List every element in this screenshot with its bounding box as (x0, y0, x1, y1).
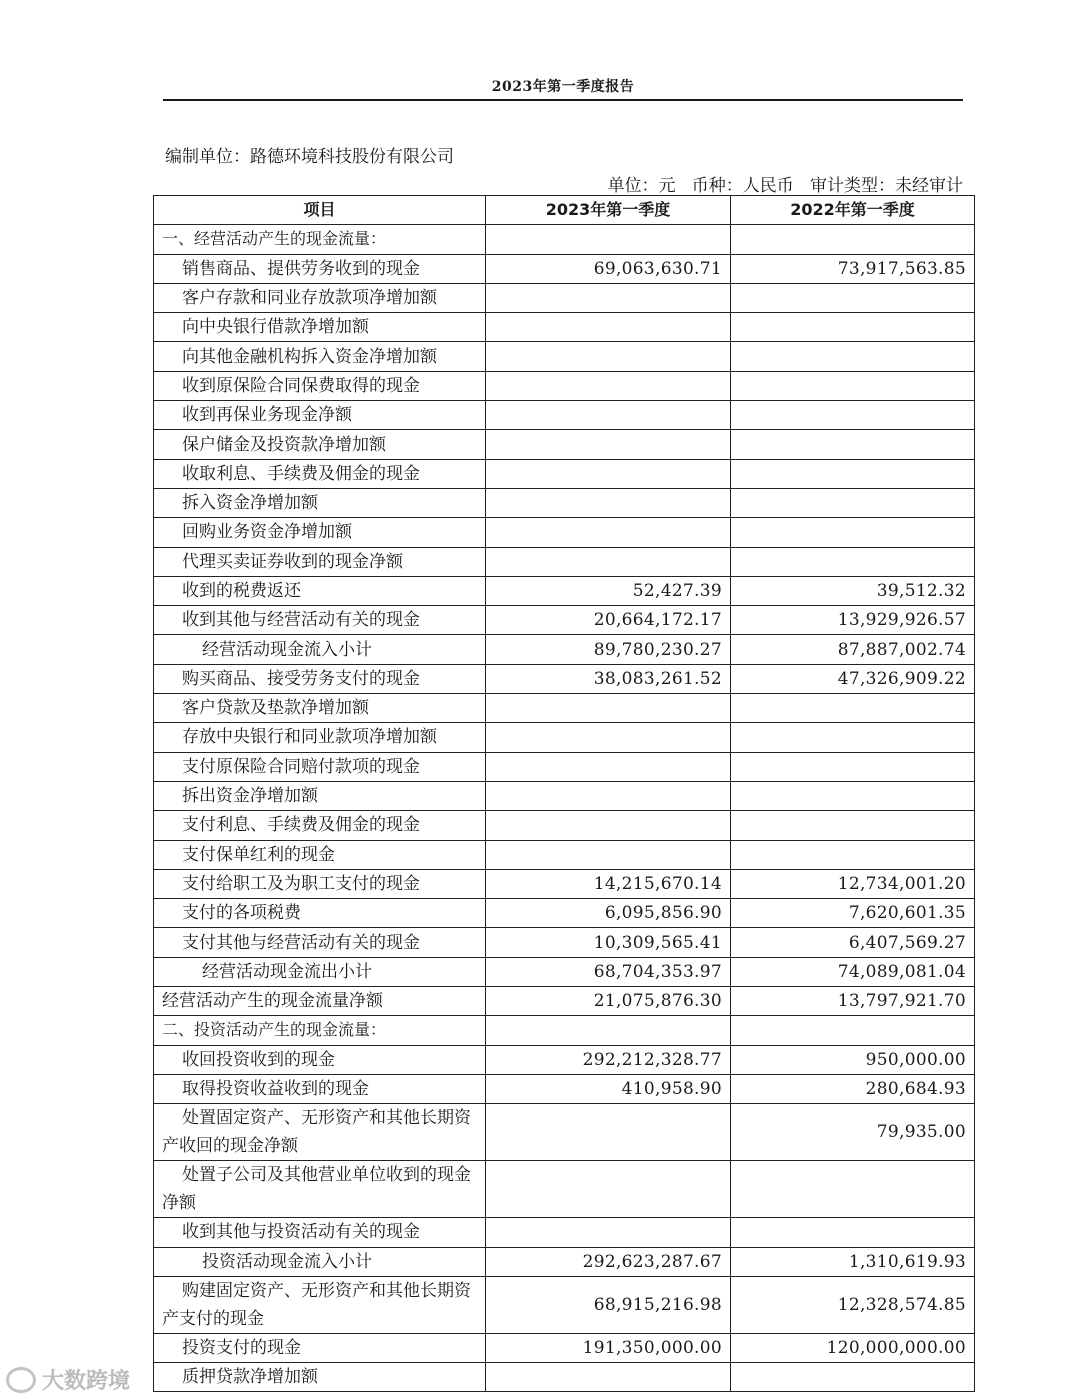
section-heading: 一、经营活动产生的现金流量： (154, 225, 486, 254)
value-2022: 87,887,002.74 (731, 635, 975, 664)
row-label: 保户储金及投资款净增加额 (154, 430, 486, 459)
row-label: 投资支付的现金 (154, 1333, 486, 1362)
table-row (154, 694, 975, 723)
value-2023 (486, 781, 731, 810)
value-2022: 79,935.00 (731, 1104, 975, 1161)
row-label: 支付的各项税费 (154, 899, 486, 928)
table-row (154, 283, 975, 312)
value-2023: 410,958.90 (486, 1074, 731, 1103)
row-label: 支付保单红利的现金 (154, 840, 486, 869)
value-2022: 73,917,563.85 (731, 254, 975, 283)
value-2022: 120,000,000.00 (731, 1333, 975, 1362)
value-2022 (731, 1161, 975, 1218)
table-row (154, 1016, 975, 1045)
value-2022 (731, 1218, 975, 1247)
value-2022 (731, 547, 975, 576)
table-row (154, 1074, 975, 1103)
compiler-line: 编制单位：路德环境科技股份有限公司 (165, 147, 454, 167)
row-label: 向其他金融机构拆入资金净增加额 (154, 342, 486, 371)
value-2023 (486, 752, 731, 781)
table-row (154, 488, 975, 517)
value-2022: 47,326,909.22 (731, 664, 975, 693)
col-header-2023q1: 2023年第一季度 (486, 196, 731, 225)
watermark-text: 大数跨境 (42, 1369, 131, 1394)
table-row (154, 723, 975, 752)
value-2022 (731, 342, 975, 371)
value-2023: 52,427.39 (486, 576, 731, 605)
table-row (154, 1104, 975, 1161)
table-row (154, 518, 975, 547)
value-2023: 191,350,000.00 (486, 1333, 731, 1362)
row-label: 收回投资收到的现金 (154, 1045, 486, 1074)
table-row (154, 547, 975, 576)
value-2023: 89,780,230.27 (486, 635, 731, 664)
value-2023: 14,215,670.14 (486, 869, 731, 898)
row-label: 拆入资金净增加额 (154, 488, 486, 517)
table-row-subtotal (154, 1247, 975, 1276)
row-label: 收到再保业务现金净额 (154, 401, 486, 430)
value-2022: 6,407,569.27 (731, 928, 975, 957)
table-row (154, 576, 975, 605)
row-label: 回购业务资金净增加额 (154, 518, 486, 547)
row-label: 取得投资收益收到的现金 (154, 1074, 486, 1103)
value-2022: 13,797,921.70 (731, 987, 975, 1016)
value-2023 (486, 1218, 731, 1247)
table-row (154, 1276, 975, 1333)
value-2022 (731, 283, 975, 312)
row-label: 销售商品、提供劳务收到的现金 (154, 254, 486, 283)
row-label: 支付利息、手续费及佣金的现金 (154, 811, 486, 840)
value-2023: 38,083,261.52 (486, 664, 731, 693)
value-2022: 39,512.32 (731, 576, 975, 605)
value-2023 (486, 1016, 731, 1045)
value-2023: 68,704,353.97 (486, 957, 731, 986)
value-2022 (731, 371, 975, 400)
table-row (154, 1045, 975, 1074)
value-2023: 21,075,876.30 (486, 987, 731, 1016)
table-row (154, 342, 975, 371)
value-2022 (731, 1016, 975, 1045)
table-row (154, 459, 975, 488)
value-2022 (731, 488, 975, 517)
value-2022 (731, 694, 975, 723)
table-row (154, 254, 975, 283)
table-row (154, 811, 975, 840)
value-2023 (486, 840, 731, 869)
row-label: 收到原保险合同保费取得的现金 (154, 371, 486, 400)
table-row-subtotal (154, 957, 975, 986)
value-2022 (731, 811, 975, 840)
table-row (154, 928, 975, 957)
value-2022 (731, 459, 975, 488)
value-2023: 6,095,856.90 (486, 899, 731, 928)
value-2022 (731, 781, 975, 810)
value-2022 (731, 401, 975, 430)
value-2022: 74,089,081.04 (731, 957, 975, 986)
value-2023: 69,063,630.71 (486, 254, 731, 283)
value-2022: 7,620,601.35 (731, 899, 975, 928)
circle-logo-icon (6, 1367, 36, 1393)
value-2023 (486, 225, 731, 254)
table-row (154, 899, 975, 928)
value-2023 (486, 283, 731, 312)
value-2022: 12,734,001.20 (731, 869, 975, 898)
value-2023 (486, 811, 731, 840)
table-row (154, 1333, 975, 1362)
row-label: 处置子公司及其他营业单位收到的现金净额 (154, 1161, 486, 1218)
watermark (6, 1364, 130, 1395)
table-header-row (154, 196, 975, 225)
report-title: 2023年第一季度报告 (491, 79, 635, 95)
value-2023 (486, 1161, 731, 1218)
value-2023 (486, 694, 731, 723)
row-label: 存放中央银行和同业款项净增加额 (154, 723, 486, 752)
row-label: 购买商品、接受劳务支付的现金 (154, 664, 486, 693)
row-label: 投资活动现金流入小计 (154, 1247, 486, 1276)
row-label: 购建固定资产、无形资产和其他长期资产支付的现金 (154, 1276, 486, 1333)
col-header-2022q1: 2022年第一季度 (731, 196, 975, 225)
value-2023 (486, 488, 731, 517)
table-row (154, 1363, 975, 1392)
value-2023 (486, 459, 731, 488)
row-label: 客户存款和同业存放款项净增加额 (154, 283, 486, 312)
row-label: 经营活动现金流出小计 (154, 957, 486, 986)
value-2023 (486, 430, 731, 459)
units-line: 单位：元 币种：人民币 审计类型：未经审计 (607, 176, 963, 196)
section-heading: 二、投资活动产生的现金流量： (154, 1016, 486, 1045)
table-row (154, 781, 975, 810)
row-label: 支付给职工及为职工支付的现金 (154, 869, 486, 898)
row-label: 向中央银行借款净增加额 (154, 313, 486, 342)
value-2023: 292,623,287.67 (486, 1247, 731, 1276)
table-row (154, 869, 975, 898)
table-row-total (154, 987, 975, 1016)
value-2023: 20,664,172.17 (486, 606, 731, 635)
col-header-item: 项目 (154, 196, 486, 225)
table-row (154, 1161, 975, 1218)
value-2022 (731, 430, 975, 459)
value-2022: 280,684.93 (731, 1074, 975, 1103)
table-row (154, 430, 975, 459)
table-row (154, 401, 975, 430)
row-label: 代理买卖证券收到的现金净额 (154, 547, 486, 576)
table-row (154, 1218, 975, 1247)
row-label: 拆出资金净增加额 (154, 781, 486, 810)
cash-flow-table (153, 195, 975, 1392)
value-2022: 13,929,926.57 (731, 606, 975, 635)
table-row (154, 752, 975, 781)
value-2022 (731, 313, 975, 342)
row-label: 收到的税费返还 (154, 576, 486, 605)
row-label: 收取利息、手续费及佣金的现金 (154, 459, 486, 488)
value-2023 (486, 313, 731, 342)
value-2022 (731, 752, 975, 781)
value-2023 (486, 547, 731, 576)
row-label: 客户贷款及垫款净增加额 (154, 694, 486, 723)
value-2023 (486, 342, 731, 371)
value-2022 (731, 723, 975, 752)
row-label: 支付其他与经营活动有关的现金 (154, 928, 486, 957)
table-row (154, 225, 975, 254)
row-label: 处置固定资产、无形资产和其他长期资产收回的现金净额 (154, 1104, 486, 1161)
table-row (154, 313, 975, 342)
table-row (154, 664, 975, 693)
row-label: 收到其他与经营活动有关的现金 (154, 606, 486, 635)
value-2023 (486, 723, 731, 752)
table-row-subtotal (154, 635, 975, 664)
value-2022 (731, 225, 975, 254)
table-row (154, 840, 975, 869)
row-label: 收到其他与投资活动有关的现金 (154, 1218, 486, 1247)
value-2023 (486, 1104, 731, 1161)
value-2022: 12,328,574.85 (731, 1276, 975, 1333)
value-2023: 292,212,328.77 (486, 1045, 731, 1074)
table-row (154, 606, 975, 635)
value-2023 (486, 1363, 731, 1392)
value-2023: 10,309,565.41 (486, 928, 731, 957)
value-2022 (731, 518, 975, 547)
value-2023 (486, 371, 731, 400)
table-row (154, 371, 975, 400)
value-2022: 950,000.00 (731, 1045, 975, 1074)
row-label: 支付原保险合同赔付款项的现金 (154, 752, 486, 781)
value-2023: 68,915,216.98 (486, 1276, 731, 1333)
value-2022 (731, 1363, 975, 1392)
row-label: 质押贷款净增加额 (154, 1363, 486, 1392)
value-2023 (486, 401, 731, 430)
row-label: 经营活动现金流入小计 (154, 635, 486, 664)
row-label: 经营活动产生的现金流量净额 (154, 987, 486, 1016)
header-rule (163, 99, 963, 101)
value-2022: 1,310,619.93 (731, 1247, 975, 1276)
value-2023 (486, 518, 731, 547)
value-2022 (731, 840, 975, 869)
